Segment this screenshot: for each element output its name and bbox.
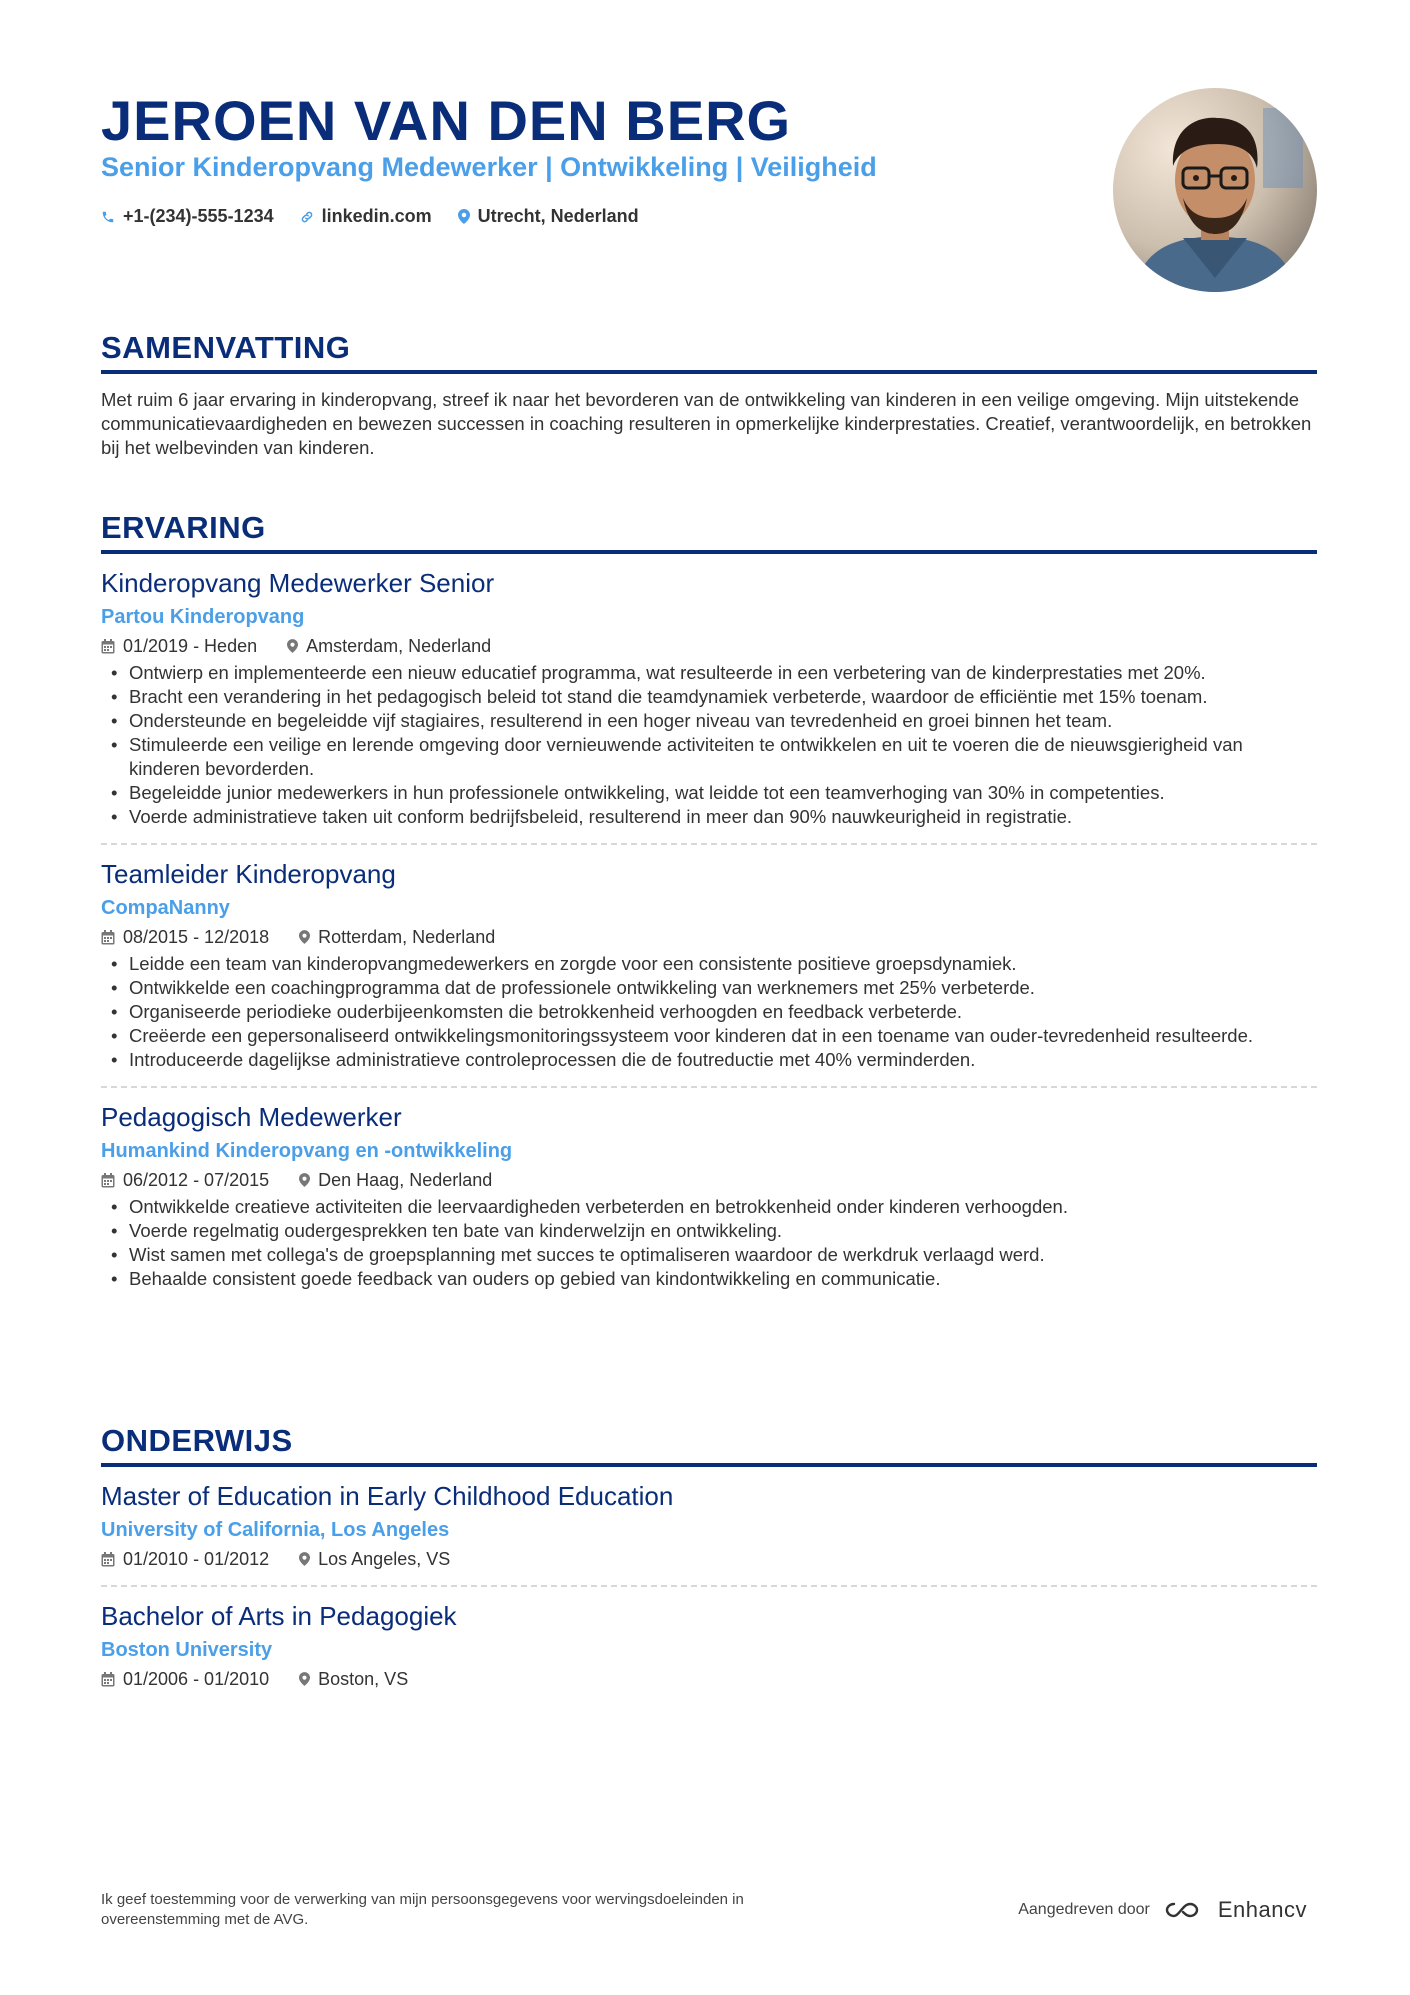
job-bullet: • Organiseerde periodieke ouderbijeenkomsten die betrokkenheid verhoogden en feedback verbeterde. — [101, 1000, 1317, 1024]
job-bullet: • Ontwierp en implementeerde een nieuw educatief programma, wat resulteerde in een verbetering van de kinderprestaties met 20%. — [101, 661, 1317, 685]
job-bullets — [101, 952, 1317, 1072]
job-dates: 01/2019 - Heden — [123, 636, 258, 656]
calendar-icon — [101, 1552, 115, 1567]
calendar-icon — [101, 1672, 115, 1687]
job-bullet: • Introduceerde dagelijkse administratieve controleprocessen die de foutreductie met 40% verminderden. — [101, 1048, 1317, 1072]
location-pin-icon — [299, 1552, 310, 1566]
experience-entry — [101, 1088, 1317, 1305]
school: University of California, Los Angeles — [101, 1519, 450, 1541]
powered-by-label: Aangedreven door — [1018, 1901, 1150, 1918]
location-pin-icon — [299, 930, 310, 944]
job-meta — [101, 634, 1317, 658]
job-company: CompaNanny — [101, 897, 230, 919]
enhancv-logo — [1162, 1898, 1210, 1922]
job-location: Rotterdam, Nederland — [318, 927, 496, 947]
job-bullet: • Creëerde een gepersonaliseerd ontwikkelingsmonitoringssysteem voor kinderen dat in een toename van ouder-tevredenheid resulteerde. — [101, 1024, 1317, 1048]
education-entry — [101, 1587, 1317, 1705]
education-meta — [101, 1667, 1317, 1691]
education-location: Los Angeles, VS — [318, 1549, 451, 1569]
candidate-subtitle: Senior Kinderopvang Medewerker | Ontwikkeling | Veiligheid — [101, 152, 877, 182]
powered-by[interactable] — [1018, 1897, 1307, 1923]
degree: Master of Education in Early Childhood Education — [101, 1481, 674, 1511]
phone-text: +1-(234)-555-1234 — [123, 206, 274, 226]
school: Boston University — [101, 1639, 273, 1661]
link-icon — [300, 210, 314, 224]
job-company: Partou Kinderopvang — [101, 606, 305, 628]
summary-title: SAMENVATTING — [101, 330, 1317, 374]
job-bullet: • Stimuleerde een veilige en lerende omgeving door vernieuwende activiteiten te ontwikkelen en uit te voeren die de nieuwsgierigheid van kinderen bevorderden. — [101, 733, 1317, 781]
job-dates: 08/2015 - 12/2018 — [123, 927, 270, 947]
experience-title: ERVARING — [101, 510, 1317, 554]
job-meta — [101, 925, 1317, 949]
location-pin-icon — [299, 1672, 310, 1686]
job-bullet: • Leidde een team van kinderopvangmedewerkers en zorgde voor een consistente positieve groepsdynamiek. — [101, 952, 1317, 976]
job-bullet: • Ontwikkelde creatieve activiteiten die leervaardigheden verbeterden en betrokkenheid onder kinderen verhoogden. — [101, 1195, 1317, 1219]
education-section — [101, 1423, 1317, 1705]
job-role: Teamleider Kinderopvang — [101, 859, 396, 889]
education-dates: 01/2006 - 01/2010 — [123, 1669, 270, 1689]
education-title: ONDERWIJS — [101, 1423, 1317, 1467]
calendar-icon — [101, 1173, 115, 1188]
job-bullet: • Ontwikkelde een coachingprogramma dat de professionele ontwikkeling van werknemers met 25% verbeterde. — [101, 976, 1317, 1000]
degree: Bachelor of Arts in Pedagogiek — [101, 1601, 457, 1631]
education-location: Boston, VS — [318, 1669, 409, 1689]
job-bullet: • Wist samen met collega's de groepsplanning met succes te optimaliseren waardoor de werkdruk verlaagd werd. — [101, 1243, 1317, 1267]
education-dates: 01/2010 - 01/2012 — [123, 1549, 270, 1569]
location-pin-icon — [299, 1173, 310, 1187]
experience-entry — [101, 845, 1317, 1088]
education-meta — [101, 1547, 1317, 1571]
education-entry — [101, 1467, 1317, 1587]
contact-location — [458, 206, 639, 227]
location-pin-icon — [287, 639, 298, 653]
summary-text: Met ruim 6 jaar ervaring in kinderopvang, streef ik naar het bevorderen van de ontwikkeling van kinderen in een veilige omgeving. Mijn uitstekende communicatievaardigheden en bewezen successen in coaching resulteren in opmerkelijke kinderprestaties. Creatief, verantwoordelijk, en betrokken bij het welbevinden van kinderen. — [101, 389, 1312, 458]
contact-phone[interactable] — [101, 206, 274, 227]
resume-page — [101, 0, 1317, 1995]
job-dates: 06/2012 - 07/2015 — [123, 1170, 270, 1190]
summary-section — [101, 330, 1317, 460]
job-bullet: • Voerde regelmatig oudergesprekken ten bate van kinderwelzijn en ontwikkeling. — [101, 1219, 1317, 1243]
profile-photo — [1113, 88, 1317, 292]
job-bullet: • Behaalde consistent goede feedback van ouders op gebied van kindontwikkeling en communicatie. — [101, 1267, 1317, 1291]
job-bullet: • Ondersteunde en begeleidde vijf stagiaires, resulterend in een hoger niveau van tevredenheid en groei binnen het team. — [101, 709, 1317, 733]
job-role: Pedagogisch Medewerker — [101, 1102, 402, 1132]
candidate-name: JEROEN VAN DEN BERG — [101, 89, 792, 152]
job-bullet: • Voerde administratieve taken uit conform bedrijfsbeleid, resulterend in meer dan 90% nauwkeurigheid in registratie. — [101, 805, 1317, 829]
resume-header — [101, 0, 1317, 300]
job-company: Humankind Kinderopvang en -ontwikkeling — [101, 1140, 513, 1162]
location-text: Utrecht, Nederland — [477, 206, 639, 226]
job-role: Kinderopvang Medewerker Senior — [101, 568, 495, 598]
job-location: Den Haag, Nederland — [318, 1170, 493, 1190]
contact-row — [101, 206, 665, 227]
experience-entry — [101, 554, 1317, 845]
job-bullet: • Bracht een verandering in het pedagogisch beleid tot stand die teamdynamiek verbeterde, waardoor de efficiëntie met 15% toenam. — [101, 685, 1317, 709]
phone-icon — [101, 210, 115, 224]
job-bullet: • Begeleidde junior medewerkers in hun professionele ontwikkeling, wat leidde tot een teamverhoging van 30% in competenties. — [101, 781, 1317, 805]
experience-section — [101, 510, 1317, 1305]
location-pin-icon — [458, 209, 470, 224]
calendar-icon — [101, 930, 115, 945]
gdpr-consent: Ik geef toestemming voor de verwerking van mijn persoonsgegevens voor wervingsdoeleinden in overeenstemming met de AVG. — [101, 1891, 744, 1928]
job-bullets — [101, 661, 1317, 829]
page-footer — [101, 1890, 1317, 1930]
linkedin-text: linkedin.com — [321, 206, 432, 226]
contact-linkedin[interactable] — [300, 206, 432, 227]
job-meta — [101, 1168, 1317, 1192]
job-location: Amsterdam, Nederland — [306, 636, 492, 656]
brand-name: Enhancv — [1217, 1897, 1307, 1922]
calendar-icon — [101, 639, 115, 654]
job-bullets — [101, 1195, 1317, 1291]
